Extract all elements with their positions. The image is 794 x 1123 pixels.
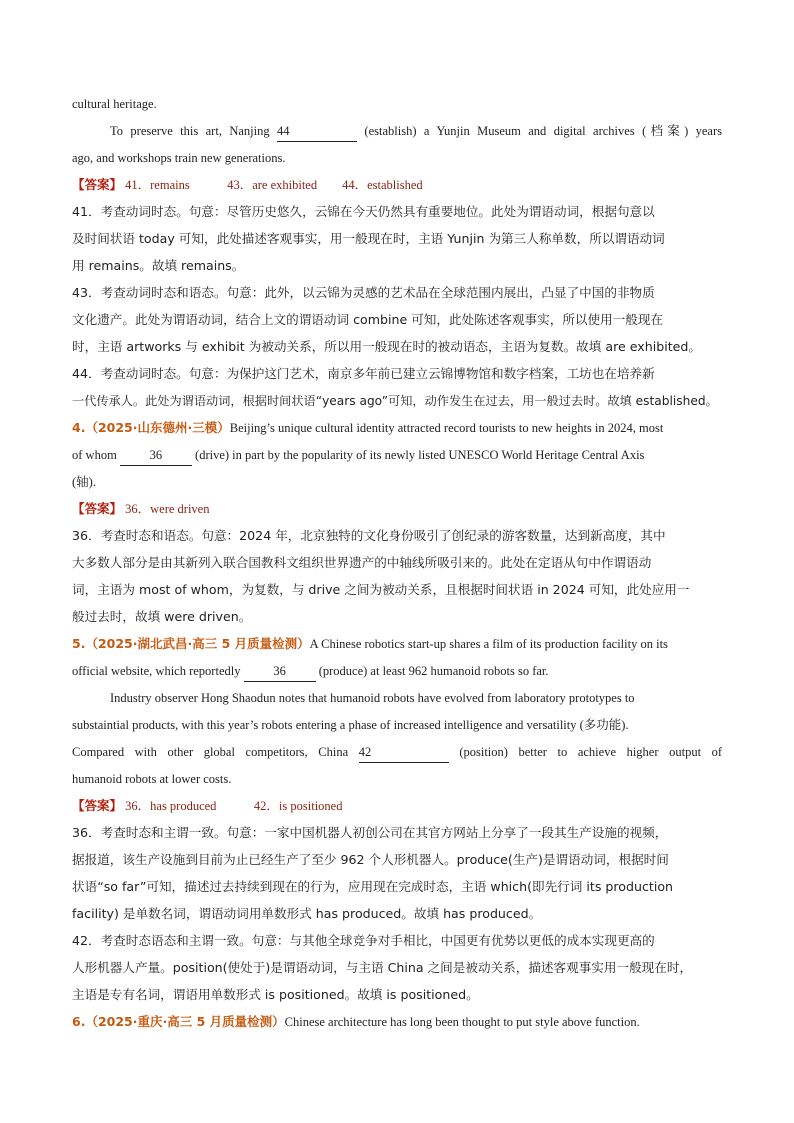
question-line — [72, 661, 722, 688]
text: cultural heritage. — [72, 97, 157, 111]
answer-line — [72, 499, 722, 526]
explanation-line — [72, 607, 722, 634]
text: ago, and workshops train new generations. — [72, 151, 286, 165]
text: facility) 是单数名词，谓语动词用单数形式 has produced。故填 has produced。 — [72, 906, 542, 921]
question-header-line — [72, 634, 722, 661]
text: 文化遗产。此处为谓语动词，结合上文的谓语动词 combine 可知，此处陈述客观事实，所以使用一般现在 — [72, 312, 664, 327]
text: 42．考查时态语态和主谓一致。句意：与其他全球竞争对手相比，中国更有优势以更低的成本实现更高的 — [72, 933, 655, 948]
passage-line — [72, 94, 722, 121]
passage-line — [72, 688, 722, 715]
explanation-line — [72, 337, 722, 364]
question-line — [72, 445, 722, 472]
answer-label: 【答案】 — [72, 177, 123, 192]
text: 41．考查动词时态。句意：尽管历史悠久，云锦在今天仍然具有重要地位。此处为谓语动词，根据句意以 — [72, 204, 655, 219]
text: 时，主语 artworks 与 exhibit 为被动关系，所以用一般现在时的被动语态，主语为复数。故填 are exhibited。 — [72, 339, 701, 354]
text: 般过去时，故填 were driven。 — [72, 609, 252, 624]
explanation-line — [72, 958, 722, 985]
text: 词，主语为 most of whom，为复数，与 drive 之间为被动关系，且根据时间状语 in 2024 可知，此处应用一 — [72, 582, 690, 597]
text: Compared with other global competitors, China — [72, 745, 349, 759]
explanation-line — [72, 283, 722, 310]
question-header-line — [72, 1012, 722, 1039]
explanation-line — [72, 904, 722, 931]
text: 44．考查动词时态。句意：为保护这门艺术，南京多年前已建立云锦博物馆和数字档案，工坊也在培养新 — [72, 366, 655, 381]
text: 大多数人部分是由其新列入联合国教科文组织世界遗产的中轴线所吸引来的。此处在定语从句中作谓语动 — [72, 555, 652, 570]
text: official website, which reportedly — [72, 664, 241, 678]
text: 用 remains。故填 remains。 — [72, 258, 245, 273]
text: (position) better to achieve higher output of — [459, 745, 723, 759]
text: Chinese architecture has long been thought to put style above function. — [284, 1015, 640, 1029]
answer-blank-36: 36 — [244, 661, 316, 682]
explanation-line — [72, 229, 722, 256]
question-header-line — [72, 418, 722, 445]
explanation-line — [72, 823, 722, 850]
explanation-line — [72, 877, 722, 904]
explanation-line — [72, 202, 722, 229]
text: substaintial products, with this year’s robots entering a phase of increased intelligence and versatility (多功能). — [72, 718, 629, 732]
passage-line — [72, 148, 722, 175]
text: 一代传承人。此处为谓语动词，根据时间状语“years ago”可知，动作发生在过去，用一般过去时。故填 established。 — [72, 394, 718, 408]
text: Industry observer Hong Shaodun notes that humanoid robots have evolved from laboratory prototypes to — [110, 691, 635, 705]
text: 据报道，该生产设施到目前为止已经生产了至少 962 个人形机器人。produce(生产)是谓语动词，根据时间 — [72, 852, 669, 867]
text: 及时间状语 today 可知，此处描述客观事实，用一般现在时，主语 Yunjin 为第三人称单数，所以谓语动词 — [72, 231, 665, 246]
answer-line — [72, 175, 722, 202]
text: (establish) a Yunjin Museum and digital archives (档案) years — [364, 124, 723, 138]
explanation-line — [72, 310, 722, 337]
answer-blank-36: 36 — [120, 445, 192, 466]
explanation-line — [72, 526, 722, 553]
question-source: 6.（2025·重庆·高三 5 月质量检测） — [72, 1014, 285, 1029]
question-line — [72, 472, 722, 499]
text: 状语“so far”可知，描述过去持续到现在的行为，应用现在完成时态，主语 which(即先行词 its production — [72, 879, 674, 894]
text: 36．考查时态和主谓一致。句意：一家中国机器人初创公司在其官方网站上分享了一段其生产设施的视频， — [72, 825, 668, 840]
explanation-line — [72, 850, 722, 877]
answer-line — [72, 796, 722, 823]
text: (produce) at least 962 humanoid robots so far. — [318, 664, 549, 678]
answer-blank-44: 44 — [277, 121, 357, 142]
answer-label: 【答案】 — [72, 501, 123, 516]
answer-text: 36．were driven — [125, 502, 210, 516]
text: 人形机器人产量。position(使处于)是谓语动词，与主语 China 之间是被动关系，描述客观事实用一般现在时， — [72, 960, 693, 975]
explanation-line — [72, 256, 722, 283]
explanation-line — [72, 985, 722, 1012]
text: Beijing’s unique cultural identity attracted record tourists to new heights in 2024, most — [229, 421, 664, 435]
text: of whom — [72, 448, 117, 462]
explanation-line — [72, 553, 722, 580]
explanation-line — [72, 364, 722, 391]
text: A Chinese robotics start-up shares a film of its production facility on its — [309, 637, 668, 651]
passage-line — [72, 715, 722, 742]
text: humanoid robots at lower costs. — [72, 772, 232, 786]
question-line — [72, 121, 722, 148]
question-source: 5.（2025·湖北武昌·高三 5 月质量检测） — [72, 636, 310, 651]
text: 43．考查动词时态和语态。句意：此外，以云锦为灵感的艺术品在全球范围内展出，凸显了中国的非物质 — [72, 285, 655, 300]
answer-text: 36．has produced 42．is positioned — [125, 799, 343, 813]
answer-text: 41．remains 43．are exhibited 44．established — [125, 178, 423, 192]
text: 主语是专有名词，谓语用单数形式 is positioned。故填 is positioned。 — [72, 987, 479, 1002]
answer-blank-42: 42 — [359, 742, 449, 763]
document-page — [72, 94, 722, 1039]
text: 36．考查时态和语态。句意：2024 年，北京独特的文化身份吸引了创纪录的游客数量，达到新高度，其中 — [72, 528, 666, 543]
explanation-line — [72, 391, 722, 418]
question-source: 4.（2025·山东德州·三模） — [72, 420, 230, 435]
text: (轴). — [72, 475, 96, 489]
passage-line — [72, 769, 722, 796]
explanation-line — [72, 931, 722, 958]
explanation-line — [72, 580, 722, 607]
answer-label: 【答案】 — [72, 798, 123, 813]
text: To preserve this art, Nanjing — [110, 124, 270, 138]
text: (drive) in part by the popularity of its newly listed UNESCO World Heritage Central Axis — [195, 448, 645, 462]
question-line — [72, 742, 722, 769]
